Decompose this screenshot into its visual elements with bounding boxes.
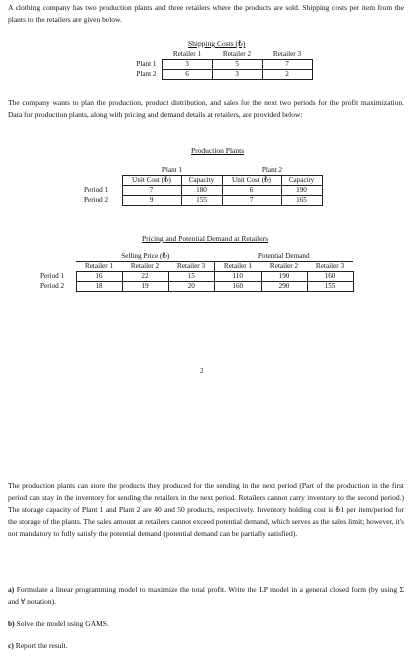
table-cell: 160 (307, 272, 353, 282)
shipping-table (118, 50, 313, 80)
table-cell: 16 (76, 272, 122, 282)
table-cell: 5 (212, 60, 262, 70)
table-cell: 2 (262, 70, 312, 80)
plant-group-header: Plant 1 (122, 166, 222, 176)
table-cell: 15 (168, 272, 215, 282)
table-cell: 3 (212, 70, 262, 80)
table-cell: 290 (261, 282, 307, 292)
column-header: Retailer 1 (84, 262, 114, 270)
planning-paragraph: The company wants to plan the production, product distribution, and sales for the next two periods for the profit maximization. Data for production plants, along with pricing and demand details at retailers, are provided below: (8, 98, 404, 119)
column-header: Unit Cost (₺) (122, 176, 181, 186)
table-cell: 7 (122, 186, 181, 196)
table-cell: 165 (281, 196, 322, 206)
table-cell: 155 (307, 282, 353, 292)
table-cell: 20 (168, 282, 215, 292)
column-header: Retailer 2 (269, 262, 299, 270)
column-header: Unit Cost (₺) (222, 176, 281, 186)
column-header: Retailer 3 (168, 262, 215, 272)
table-cell: 160 (215, 282, 262, 292)
price-group-header: Selling Price (₺) (76, 252, 215, 262)
table-cell: 6 (222, 186, 281, 196)
table-cell: 155 (181, 196, 222, 206)
table-cell: 6 (162, 70, 212, 80)
row-label: Period 1 (84, 186, 109, 194)
question-c (8, 640, 404, 652)
table-cell: 7 (222, 196, 281, 206)
column-header: Retailer 2 (130, 262, 160, 270)
row-label: Period 2 (84, 196, 109, 204)
table-row (118, 60, 312, 70)
row-label: Plant 2 (136, 70, 157, 78)
plant-group-header: Plant 2 (222, 166, 322, 176)
table-row (38, 282, 353, 292)
table-cell: 18 (76, 282, 122, 292)
question-b-label: b) (8, 619, 15, 628)
column-header: Retailer 3 (315, 262, 345, 270)
question-b-text: Solve the model using GAMS. (14, 619, 109, 628)
shipping-caption: Shipping Costs (₺) (188, 39, 246, 48)
question-a-label: a) (8, 585, 15, 594)
question-c-label: c) (8, 641, 14, 650)
pricing-caption: Pricing and Potential Demand at Retailers (142, 234, 269, 243)
table-cell: 110 (215, 272, 262, 282)
table-cell: 7 (262, 60, 312, 70)
intro-paragraph: A clothing company has two production plants and three retailers where the products are sold. Shipping costs per item from the plants to the retailers are given below. (8, 3, 404, 24)
storage-paragraph: The production plants can store the products they produced for the sending in the next period (Part of the production in the first period can stay in the inventory for sending the retailers in the next period. Retailers cannot carry inventory to the second period.) The storage capacity of Plant 1 and Plant 2 are 40 and 50 products, respectively. Inventory holding cost is ₺1 per item/period for the storage of the plants. The sales amount at retailers cannot exceed potential demand, which serves as the sales limit; however, it's not mandatory to fully satisfy the potential demand (potential demand can be partially satisfied). (8, 481, 404, 538)
table-row (82, 196, 322, 206)
table-cell: 22 (122, 272, 168, 282)
question-a (8, 584, 404, 608)
shipping-header: Retailer 1 (172, 50, 202, 58)
table-cell: 19 (122, 282, 168, 292)
question-b (8, 618, 404, 630)
question-a-text: Formulate a linear programming model to maximize the total profit. Write the LP model in a general closed form (by using Σ and ∀ notation). (8, 585, 404, 606)
production-caption: Production Plants (191, 146, 245, 155)
row-label: Period 2 (40, 282, 65, 290)
table-row (38, 272, 353, 282)
page-number: 2 (200, 367, 204, 375)
question-c-text: Report the result. (13, 641, 68, 650)
pricing-table (38, 252, 354, 292)
table-cell: 9 (122, 196, 181, 206)
table-cell: 3 (162, 60, 212, 70)
demand-group-header: Potential Demand (215, 252, 354, 262)
table-cell: 190 (281, 186, 322, 196)
table-cell: 180 (181, 186, 222, 196)
row-label: Plant 1 (136, 60, 157, 68)
table-cell: 190 (261, 272, 307, 282)
shipping-header: Retailer 2 (222, 50, 252, 58)
table-row (82, 186, 322, 196)
column-header: Capacity (181, 176, 222, 186)
production-table (82, 166, 323, 206)
row-label: Period 1 (40, 272, 65, 280)
column-header: Capacity (281, 176, 322, 186)
shipping-header: Retailer 3 (272, 50, 302, 58)
table-row (118, 70, 312, 80)
column-header: Retailer 1 (223, 262, 253, 270)
